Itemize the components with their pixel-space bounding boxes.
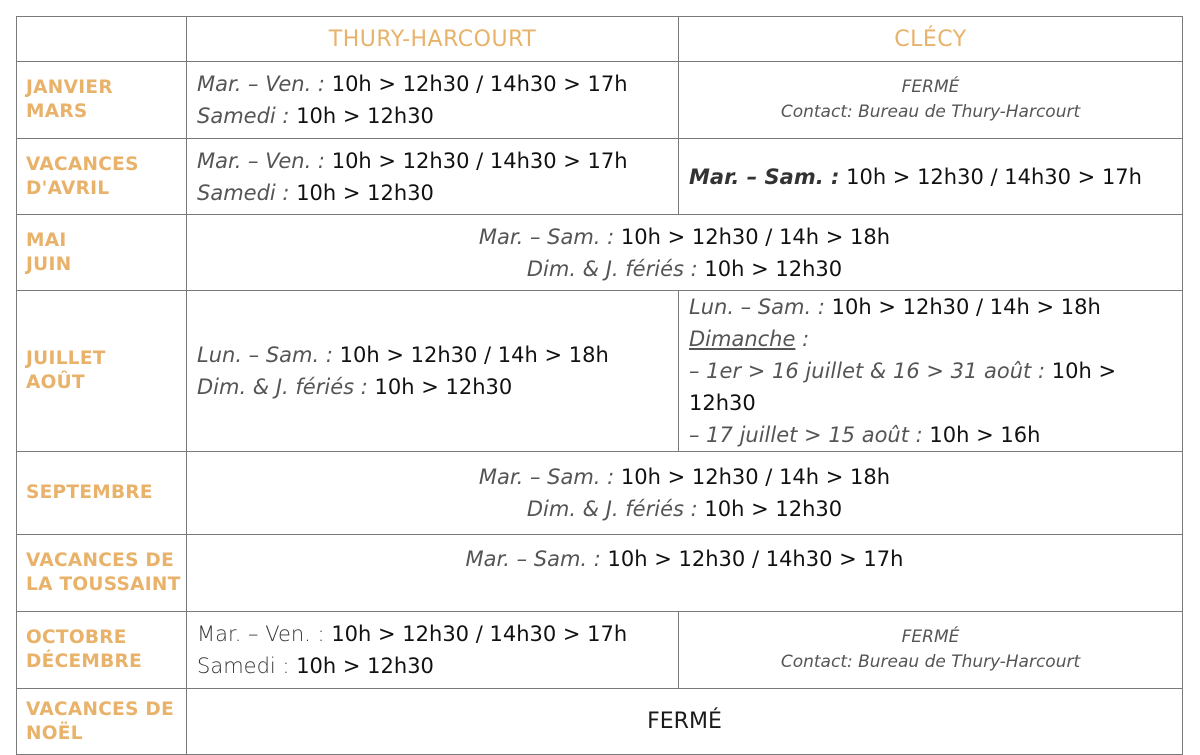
period-label-line1: SEPTEMBRE <box>26 482 153 503</box>
both-offices-hours-cell <box>187 535 1183 612</box>
sunday-label: Dimanche <box>689 327 796 351</box>
hours-value: 10h > 12h30 / 14h > 18h <box>339 343 609 367</box>
days-label: Mar. – Sam. : <box>478 465 615 489</box>
period-label <box>17 452 187 535</box>
period-label-line1: JUILLET <box>26 348 106 369</box>
hours-value: 10h > 12h30 / 14h30 > 17h <box>607 547 904 571</box>
thury-hours-cell <box>187 62 679 139</box>
row-vacances-noel <box>17 689 1183 755</box>
row-mai-juin <box>17 215 1183 291</box>
period-label <box>17 535 187 612</box>
row-janvier-mars <box>17 62 1183 139</box>
closed-text: FERMÉ <box>901 77 960 97</box>
hours-value: 10h > 12h30 <box>296 654 434 678</box>
period-label-line2: JUIN <box>26 253 72 275</box>
period-label-line1: VACANCES DE <box>26 698 175 720</box>
hours-value: 10h > 12h30 <box>296 104 434 128</box>
hours-value: 10h > 16h <box>929 423 1041 447</box>
days-label: Mar. – Ven. : <box>197 622 325 646</box>
sunday-colon: : <box>795 327 810 351</box>
hours-value: 10h > 12h30 / 14h30 > 17h <box>331 148 628 173</box>
period-label <box>17 62 187 139</box>
hours-value: 10h > 12h30 <box>296 180 434 205</box>
header-row <box>17 17 1183 62</box>
days-label: Mar. – Ven. : <box>197 72 326 96</box>
hours-value: 10h > 12h30 / 14h > 18h <box>831 295 1101 319</box>
period-range-label: – 1er > 16 juillet & 16 > 31 août : <box>689 359 1046 383</box>
period-range-label: – 17 juillet > 15 août : <box>689 423 923 447</box>
period-label-line1: MAI <box>26 229 67 251</box>
period-label-line2: MARS <box>26 101 88 122</box>
period-label <box>17 612 187 689</box>
thury-hours-cell <box>187 291 679 452</box>
days-label: Lun. – Sam. : <box>197 343 333 367</box>
both-offices-hours-cell <box>187 215 1183 291</box>
period-label-line1: VACANCES DE <box>26 550 175 571</box>
days-label: Samedi : <box>197 654 290 678</box>
closed-text: FERMÉ <box>901 627 960 647</box>
opening-hours-table-wrapper <box>16 16 1183 755</box>
clecy-hours-cell <box>679 139 1183 215</box>
period-label-line2: D'AVRIL <box>26 177 110 199</box>
period-label-line1: JANVIER <box>26 77 113 98</box>
hours-value: 10h > 12h30 / 14h30 > 17h <box>846 164 1142 189</box>
header-thury-harcourt: THURY-HARCOURT <box>187 17 679 62</box>
contact-text: Contact: Bureau de Thury-Harcourt <box>780 102 1081 122</box>
contact-text: Contact: Bureau de Thury-Harcourt <box>780 652 1081 672</box>
row-vacances-avril <box>17 139 1183 215</box>
days-label: Mar. – Sam. : <box>689 164 840 189</box>
days-label: Lun. – Sam. : <box>689 295 825 319</box>
hours-value: 10h > 12h30 / 14h > 18h <box>620 465 891 489</box>
row-vacances-toussaint <box>17 535 1183 612</box>
row-octobre-decembre <box>17 612 1183 689</box>
period-label-line1: OCTOBRE <box>26 627 127 648</box>
hours-value: 10h > 12h30 <box>704 256 843 281</box>
row-juillet-aout <box>17 291 1183 452</box>
row-septembre <box>17 452 1183 535</box>
hours-value: 10h > 12h30 <box>704 497 843 521</box>
both-offices-closed-cell: FERMÉ <box>187 689 1183 755</box>
both-offices-hours-cell <box>187 452 1183 535</box>
hours-value: 10h > 12h30 <box>689 359 1117 415</box>
clecy-closed-cell <box>679 62 1183 139</box>
days-label: Dim. & J. fériés : <box>526 497 698 521</box>
days-label: Mar. – Sam. : <box>478 224 615 249</box>
days-label: Dim. & J. fériés : <box>197 375 368 399</box>
period-label <box>17 139 187 215</box>
period-label-line2: AOÛT <box>26 372 85 393</box>
header-clecy: CLÉCY <box>679 17 1183 62</box>
days-label: Mar. – Sam. : <box>465 547 601 571</box>
thury-hours-cell <box>187 139 679 215</box>
period-label-line1: VACANCES <box>26 153 139 175</box>
hours-value: 10h > 12h30 / 14h > 18h <box>620 224 891 249</box>
opening-hours-table <box>16 16 1183 755</box>
days-label: Samedi : <box>197 180 290 205</box>
period-label-line2: NOËL <box>26 722 83 744</box>
days-label: Mar. – Ven. : <box>197 148 326 173</box>
clecy-hours-cell <box>679 291 1183 452</box>
period-label-line2: LA TOUSSAINT <box>26 574 181 595</box>
thury-hours-cell <box>187 612 679 689</box>
hours-value: 10h > 12h30 / 14h30 > 17h <box>331 622 628 646</box>
days-label: Dim. & J. fériés : <box>526 256 698 281</box>
clecy-closed-cell <box>679 612 1183 689</box>
period-label <box>17 689 187 755</box>
days-label: Samedi : <box>197 104 290 128</box>
period-label <box>17 291 187 452</box>
hours-value: 10h > 12h30 <box>374 375 513 399</box>
period-label-line2: DÉCEMBRE <box>26 651 143 672</box>
header-empty-cell <box>17 17 187 62</box>
hours-value: 10h > 12h30 / 14h30 > 17h <box>331 72 628 96</box>
period-label <box>17 215 187 291</box>
